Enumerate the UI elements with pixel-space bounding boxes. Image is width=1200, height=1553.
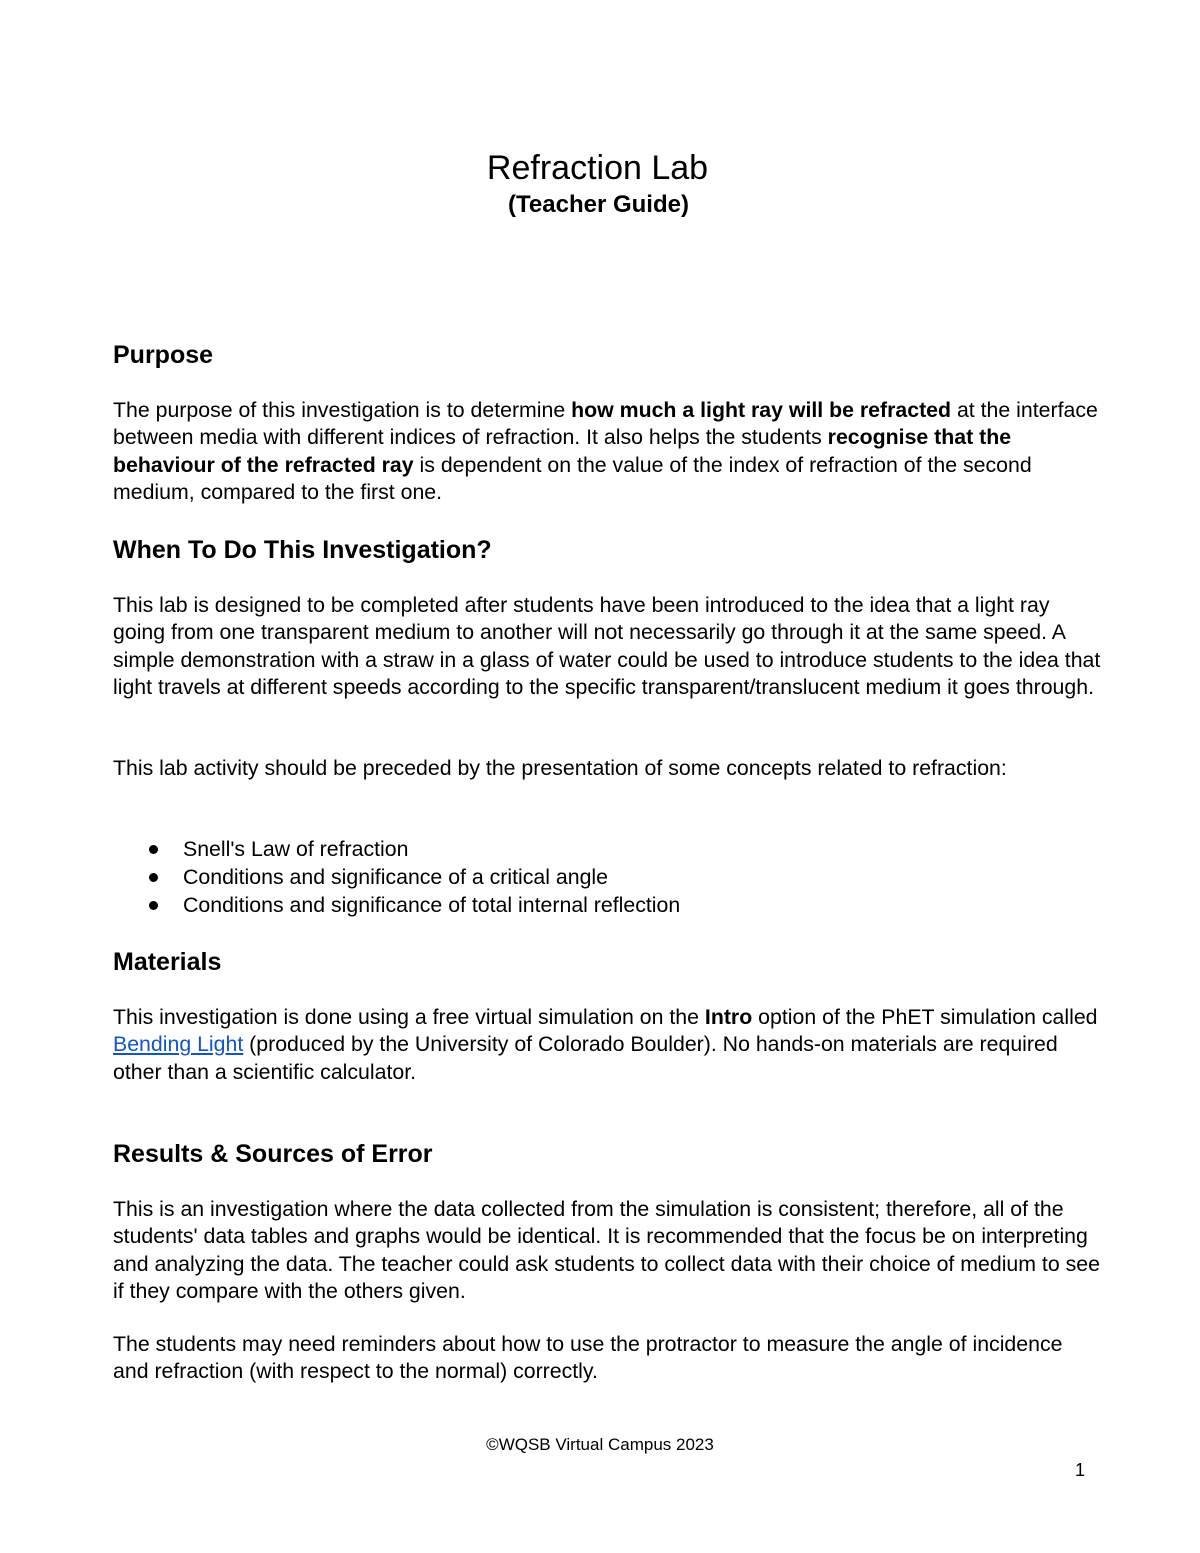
bullet-dot-icon (149, 845, 158, 854)
materials-text-2: option of the PhET simulation called (752, 1005, 1098, 1029)
when-heading: When To Do This Investigation? (113, 536, 492, 564)
bending-light-link[interactable]: Bending Light (113, 1032, 244, 1057)
list-item (113, 835, 680, 863)
results-paragraph-2: The students may need reminders about how to use the protractor to measure the angle of incidence and refraction (with respect to the normal) correctly. (113, 1332, 1063, 1384)
materials-text-3: (produced by the University of Colorado Boulder). No hands-on materials are required other than a scientific calculator. (113, 1032, 1058, 1084)
copyright-footer: ©WQSB Virtual Campus 2023 (486, 1435, 714, 1454)
list-item-text: Conditions and significance of a critical angle (183, 865, 609, 889)
purpose-text-2: at the interface between media with different indices of refraction. It also helps the students (113, 398, 1098, 450)
bullet-dot-icon (149, 901, 158, 910)
purpose-paragraph (113, 397, 1103, 506)
purpose-heading: Purpose (113, 341, 214, 369)
page-title: Refraction Lab (486, 149, 709, 187)
purpose-bold-1: how much a light ray will be refracted (571, 398, 952, 422)
list-item-text: Snell's Law of refraction (183, 837, 409, 861)
list-item (113, 891, 680, 919)
results-paragraph-1: This is an investigation where the data collected from the simulation is consistent; therefore, all of the students' data tables and graphs would be identical. It is recommended that the focus be on interpreting and analyzing the data. The teacher could ask students to collect data with their choice of medium to see if they compare with the others given. (113, 1197, 1100, 1303)
page-subtitle: (Teacher Guide) (508, 191, 689, 218)
purpose-text-3: is dependent on the value of the index of refraction of the second medium, compared to the first one. (113, 452, 1032, 504)
materials-text-1: This investigation is done using a free virtual simulation on the (113, 1005, 705, 1029)
purpose-bold-2: recognise that the behaviour of the refracted ray (113, 425, 1012, 477)
materials-bold-intro: Intro (704, 1005, 753, 1029)
bullet-dot-icon (149, 873, 158, 882)
list-item (113, 863, 680, 891)
purpose-text-1: The purpose of this investigation is to determine (113, 398, 572, 422)
materials-paragraph (113, 1004, 1103, 1086)
when-paragraph-2: This lab activity should be preceded by the presentation of some concepts related to refraction: (113, 756, 1007, 780)
materials-heading: Materials (113, 948, 222, 976)
list-item-text: Conditions and significance of total internal reflection (183, 893, 681, 917)
results-heading: Results & Sources of Error (113, 1140, 433, 1168)
concept-list (113, 835, 680, 919)
page-number: 1 (1075, 1460, 1086, 1480)
when-paragraph-1: This lab is designed to be completed after students have been introduced to the idea that a light ray going from one transparent medium to another will not necessarily go through it at the same speed. A simple demonstration with a straw in a glass of water could be used to introduce students to the idea that light travels at different speeds according to the specific transparent/translucent medium it goes through. (113, 593, 1101, 699)
